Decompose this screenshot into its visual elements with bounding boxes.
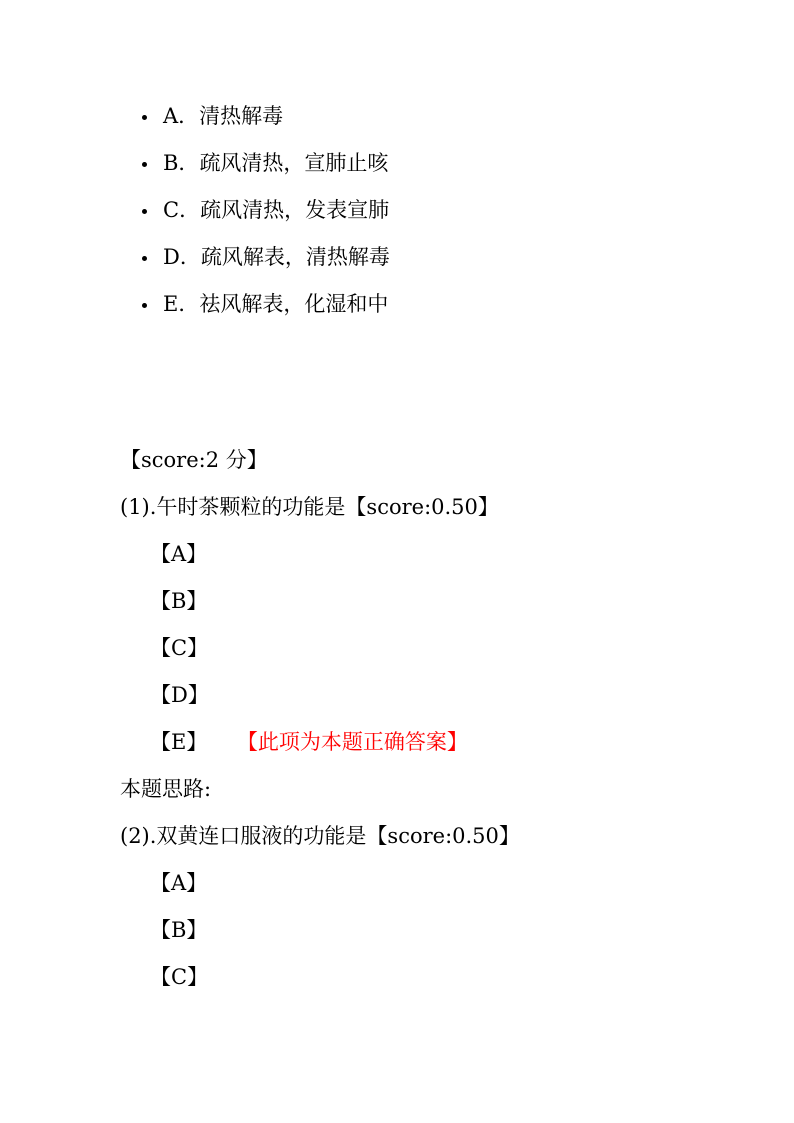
q1-option-b: 【B】 (150, 589, 208, 613)
bullet-dot-icon (142, 303, 147, 308)
option-text: 疏风解表，清热解毒 (200, 244, 390, 269)
q1-option-c: 【C】 (150, 636, 209, 660)
option-item-b (142, 139, 390, 186)
bullet-dot-icon (142, 115, 147, 120)
option-text: 祛风解表，化湿和中 (199, 291, 389, 316)
q2-option-a: 【A】 (150, 871, 208, 895)
correct-answer-note: 【此项为本题正确答案】 (247, 730, 468, 754)
bullet-dot-icon (142, 256, 147, 261)
option-item-c (142, 186, 390, 233)
option-letter: B． (163, 150, 200, 175)
option-text: 疏风清热，发表宣肺 (200, 197, 390, 222)
option-letter: A． (163, 103, 200, 128)
q1-option-e-row (120, 720, 520, 767)
analysis-label: 本题思路: (120, 777, 212, 801)
section-score: 【score:2 分】 (120, 448, 268, 472)
q2-option-c: 【C】 (150, 965, 209, 989)
bullet-dot-icon (142, 209, 147, 214)
question-2-text: (2).双黄连口服液的功能是【score:0.50】 (120, 824, 520, 848)
q1-option-d: 【D】 (150, 683, 209, 707)
bullet-dot-icon (142, 162, 147, 167)
option-text: 疏风清热，宣肺止咳 (199, 150, 389, 175)
option-item-e (142, 280, 390, 327)
option-letter: D． (163, 244, 201, 269)
question-group (120, 438, 520, 1002)
option-item-a (142, 92, 390, 139)
previous-question-options (142, 92, 390, 327)
option-letter: E． (163, 291, 200, 316)
option-item-d (142, 233, 390, 280)
q1-option-e: 【E】 (150, 730, 208, 754)
question-1-text: (1).午时茶颗粒的功能是【score:0.50】 (120, 495, 499, 519)
option-letter: C． (163, 197, 201, 222)
q2-option-b: 【B】 (150, 918, 208, 942)
option-text: 清热解毒 (199, 103, 284, 128)
q1-option-a: 【A】 (150, 542, 208, 566)
